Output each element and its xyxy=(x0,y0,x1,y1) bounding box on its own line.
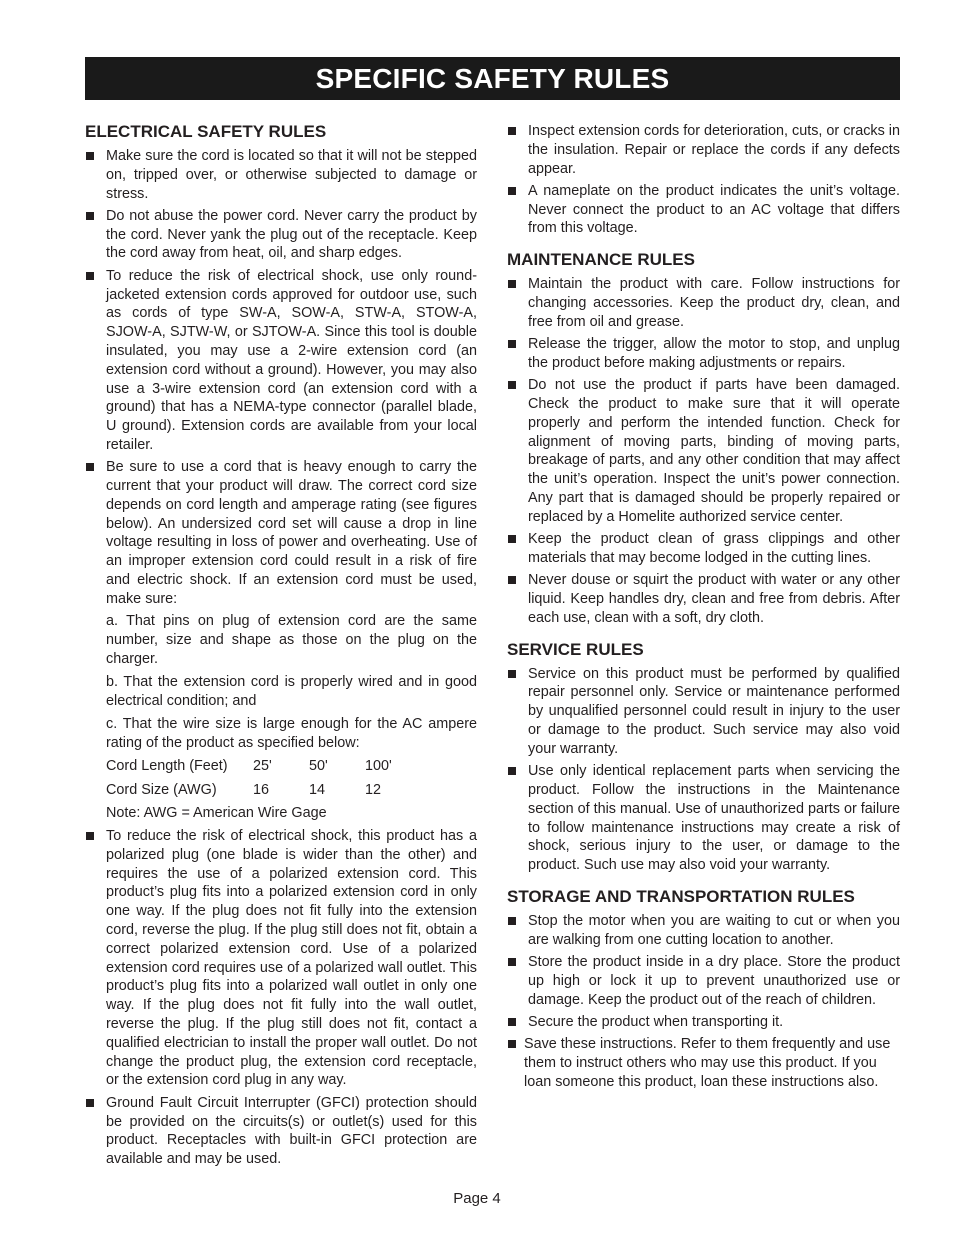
maintenance-section xyxy=(507,250,900,627)
cord-size-row xyxy=(85,781,477,800)
list-item: Inspect extension cords for deterioration, cuts, or cracks in the insulation. Repair or replace the cords if any defects appear. xyxy=(507,122,900,178)
maintenance-list xyxy=(507,275,900,627)
storage-list xyxy=(507,912,900,1032)
page-title: SPECIFIC SAFETY RULES xyxy=(315,62,670,94)
list-item: Secure the product when transporting it. xyxy=(507,1013,900,1032)
list-item: Stop the motor when you are waiting to cut or when you are walking from one cutting location to another. xyxy=(507,912,900,950)
left-column xyxy=(85,122,477,1172)
sub-item-a: a. That pins on plug of extension cord are the same number, size and shape as those on the plug on the charger. xyxy=(106,613,477,667)
square-bullet-icon xyxy=(508,187,516,195)
sub-item-b: b. That the extension cord is properly wired and in good electrical condition; and xyxy=(106,674,477,709)
list-item: To reduce the risk of electrical shock, use only round-jacketed extension cords approved for outdoor use, such as cords of type SW-A, SOW-A, STW-A, STOW-A, SJOW-A, SJTW-W, or SJTOW-A. Since this tool is double insulated, you may use a 2-wire extension cord (an extension cord without a ground). However, you may also use a 3-wire extension cord (an extension cord with a ground) that has a NEMA-type connector (parallel blade, U ground). Extension cords are available from your local retailer. xyxy=(85,267,477,455)
maintenance-heading: MAINTENANCE RULES xyxy=(507,250,695,270)
square-bullet-icon xyxy=(86,212,94,220)
square-bullet-icon xyxy=(508,1018,516,1026)
electrical-list-right xyxy=(507,122,900,238)
cord-length-25: 25' xyxy=(253,758,272,775)
list-item: Store the product inside in a dry place. Store the product up high or lock it up to prevent unauthorized use or damage. Keep the product out of the reach of children. xyxy=(507,953,900,1009)
right-column xyxy=(507,122,900,1092)
electrical-list xyxy=(85,147,477,609)
list-item: Ground Fault Circuit Interrupter (GFCI) protection should be provided on the circuits(s) or outlet(s) used for this product. Receptacles with built-in GFCI protection are available and may be used. xyxy=(85,1094,477,1169)
list-item: A nameplate on the product indicates the unit’s voltage. Never connect the product to an AC voltage that differs from this voltage. xyxy=(507,182,900,238)
cord-length-50: 50' xyxy=(309,758,328,775)
square-bullet-icon xyxy=(508,340,516,348)
square-bullet-icon xyxy=(508,535,516,543)
list-item: Do not use the product if parts have been damaged. Check the product to make sure that it will operate properly and perform the intended function. Check for alignment of moving parts, binding of moving parts, breakage of parts, and any other condition that may affect the unit’s operation. Inspect the unit’s power connection. Any part that is damaged should be properly repaired or replaced by a Homelite authorized service center. xyxy=(507,376,900,526)
square-bullet-icon xyxy=(86,463,94,471)
awg-note: Note: AWG = American Wire Gage xyxy=(106,804,327,821)
list-item: Service on this product must be performed by qualified repair personnel only. Service or maintenance performed by unqualified personnel could result in injury to the user or damage to the product. Such service may also void your warranty. xyxy=(507,665,900,759)
service-heading: SERVICE RULES xyxy=(507,639,644,659)
square-bullet-icon xyxy=(86,1099,94,1107)
list-item: Be sure to use a cord that is heavy enough to carry the current that your product will draw. The correct cord size depends on cord length and amperage rating (see figures below). An undersized cord set will cause a drop in line voltage resulting in loss of power and overheating. Use of an improper extension cord could result in a risk of fire and electric shock. If an extension cord must be used, make sure: xyxy=(85,458,477,608)
electrical-list-continued xyxy=(85,827,477,1169)
storage-section xyxy=(507,887,900,1092)
list-item: Use only identical replacement parts when servicing the product. Follow the instructions in the Maintenance section of this manual. Use of unauthorized parts or failure to follow maintenance instructions may create a risk of shock, serious injury to the user, or damage to the product. Such use may also void your warranty. xyxy=(507,762,900,875)
list-item: Never douse or squirt the product with water or any other liquid. Keep handles dry, clean and free from debris. After each use, clean with a soft, dry cloth. xyxy=(507,571,900,627)
electrical-heading: ELECTRICAL SAFETY RULES xyxy=(85,122,327,141)
square-bullet-icon xyxy=(508,917,516,925)
service-section xyxy=(507,640,900,875)
cord-length-row xyxy=(85,757,477,776)
square-bullet-icon xyxy=(508,767,516,775)
page-number: Page 4 xyxy=(453,1190,501,1207)
sub-item-c: c. That the wire size is large enough for the AC ampere rating of the product as specified below: xyxy=(106,716,477,751)
list-item: Maintain the product with care. Follow instructions for changing accessories. Keep the product dry, clean, and free from oil and grease. xyxy=(507,275,900,331)
cord-length-label: Cord Length (Feet) xyxy=(106,758,228,775)
cord-size-16: 16 xyxy=(253,781,270,798)
square-bullet-icon xyxy=(508,670,516,678)
list-item: Keep the product clean of grass clippings and other materials that may become lodged in the cutting lines. xyxy=(507,530,900,568)
list-item: To reduce the risk of electrical shock, this product has a polarized plug (one blade is wider than the other) and requires the use of a polarized extension cord. This product’s plug fits into a polarized extension cord in only one way. If the plug does not fit fully into the extension cord, reverse the plug. If the plug still does not fit, obtain a correct polarized extension cord. Use of a polarized extension cord requires use of a polarized wall outlet. This product’s plug fits into a polarized wall outlet in only one way. If the plug does not fit fully into the wall outlet, reverse the plug. If the plug still does not fit, contact a qualified electrician to install the proper wall outlet. Do not change the product plug, the extension cord receptacle, or the extension cord plug in any way. xyxy=(85,827,477,1090)
cord-size-14: 14 xyxy=(309,781,326,798)
square-bullet-icon xyxy=(86,832,94,840)
list-item: Do not abuse the power cord. Never carry the product by the cord. Never yank the plug out of the receptacle. Keep the cord away from heat, oil, and sharp edges. xyxy=(85,207,477,263)
list-item: Make sure the cord is located so that it will not be stepped on, tripped over, or otherwise subjected to damage or stress. xyxy=(85,147,477,203)
square-bullet-icon xyxy=(508,1040,516,1048)
cord-size-12: 12 xyxy=(365,781,382,798)
square-bullet-icon xyxy=(508,576,516,584)
list-item: Release the trigger, allow the motor to stop, and unplug the product before making adjustments or repairs. xyxy=(507,335,900,373)
square-bullet-icon xyxy=(86,152,94,160)
title-bar xyxy=(85,57,900,100)
storage-heading: STORAGE AND TRANSPORTATION RULES xyxy=(507,886,855,906)
square-bullet-icon xyxy=(508,958,516,966)
cord-size-label: Cord Size (AWG) xyxy=(106,781,217,798)
square-bullet-icon xyxy=(508,127,516,135)
square-bullet-icon xyxy=(508,280,516,288)
square-bullet-icon xyxy=(508,381,516,389)
save-instructions-item: Save these instructions. Refer to them frequently and use them to instruct others who may use this product. If you loan someone this product, loan these instructions also. xyxy=(507,1035,900,1091)
cord-length-100: 100' xyxy=(365,758,392,775)
service-list xyxy=(507,665,900,875)
square-bullet-icon xyxy=(86,272,94,280)
